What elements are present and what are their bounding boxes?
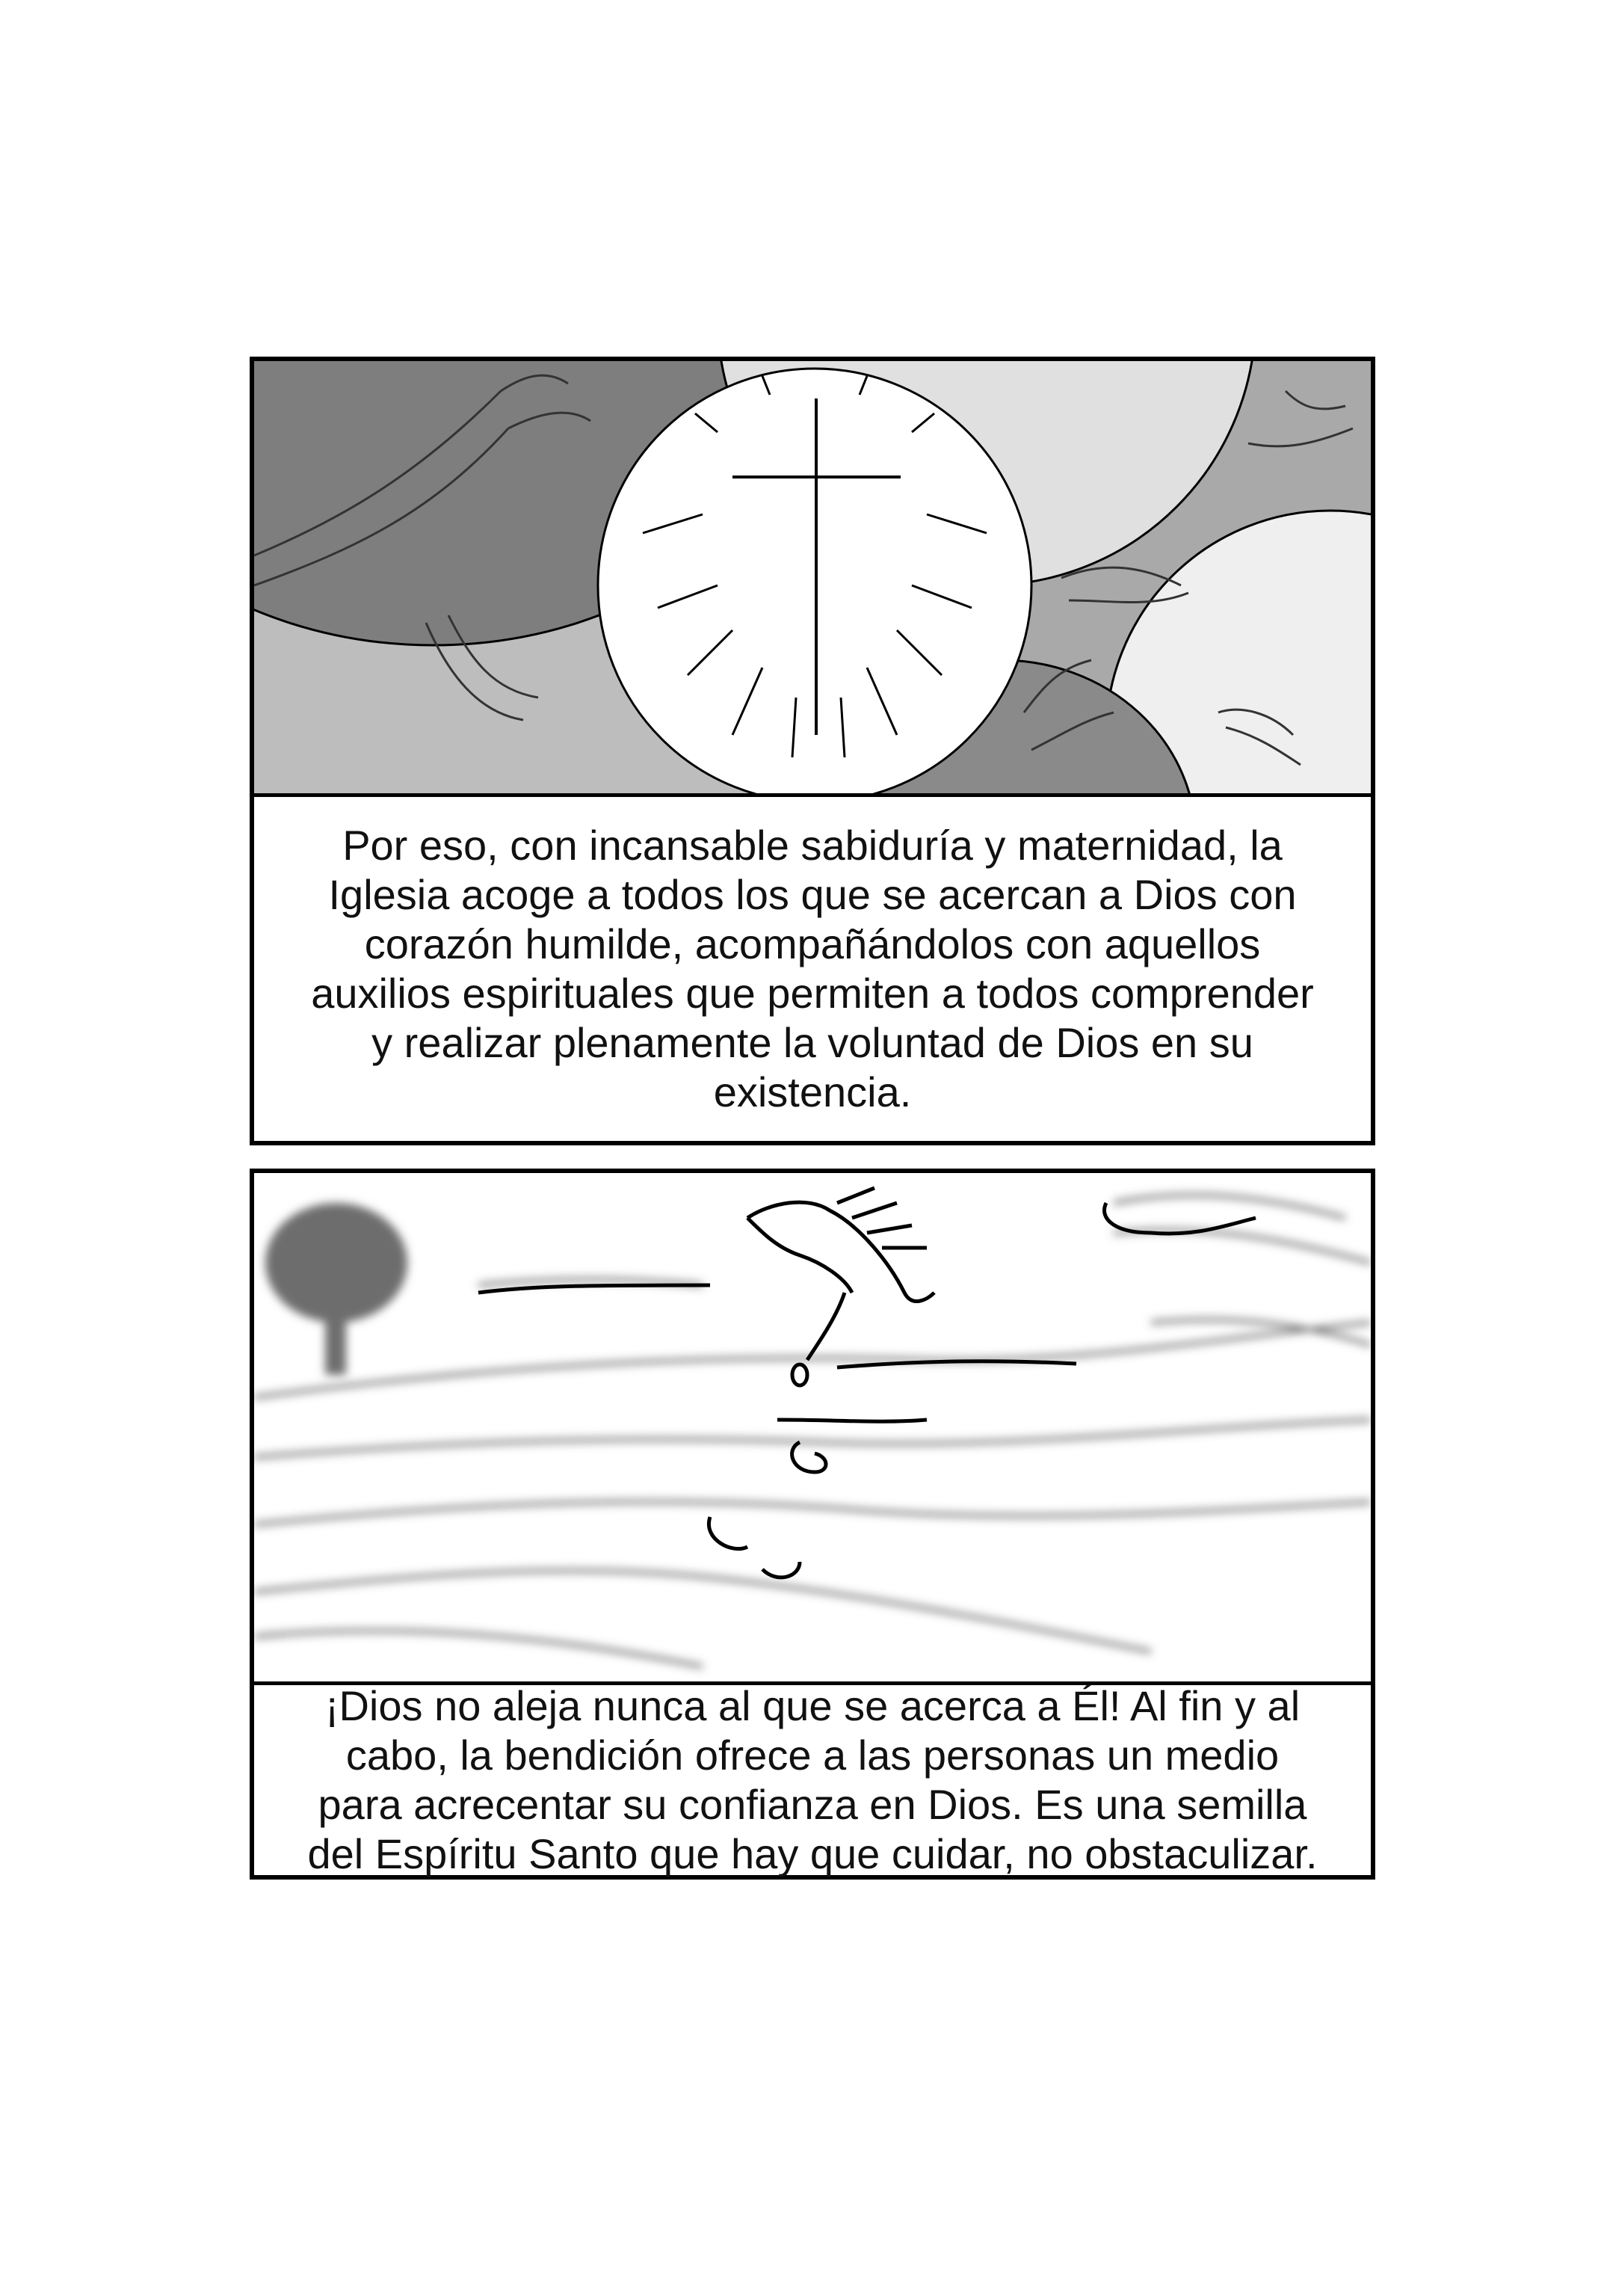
comic-panel-1 (250, 357, 1375, 1145)
panel-1-illustration (254, 361, 1371, 797)
caption-line: Por eso, con incansable sabiduría y maternidad, la (342, 822, 1283, 869)
caption-line: ¡Dios no aleja nunca al que se acerca a Él! Al fin y al (324, 1682, 1301, 1729)
caption-line: existencia. (713, 1068, 912, 1115)
caption-line: auxilios espirituales que permiten a todos comprender (311, 970, 1314, 1017)
cross-light-scene (254, 361, 1371, 793)
caption-line: para acrecentar su confianza en Dios. Es una semilla (318, 1781, 1307, 1828)
caption-line: Iglesia acoge a todos los que se acercan a Dios con (328, 871, 1297, 918)
comic-panel-2 (250, 1169, 1375, 1880)
caption-line: y realizar plenamente la voluntad de Dios en su (371, 1019, 1253, 1066)
dove-landscape-scene (254, 1173, 1371, 1681)
panel-1-caption (254, 797, 1371, 1141)
panel-2-caption (254, 1682, 1371, 1877)
caption-line: del Espíritu Santo que hay que cuidar, no obstaculizar. (307, 1830, 1318, 1877)
caption-line: corazón humilde, acompañándolos con aquellos (364, 920, 1261, 967)
panel-2-illustration (254, 1173, 1371, 1685)
caption-line: cabo, la bendición ofrece a las personas un medio (345, 1732, 1280, 1779)
